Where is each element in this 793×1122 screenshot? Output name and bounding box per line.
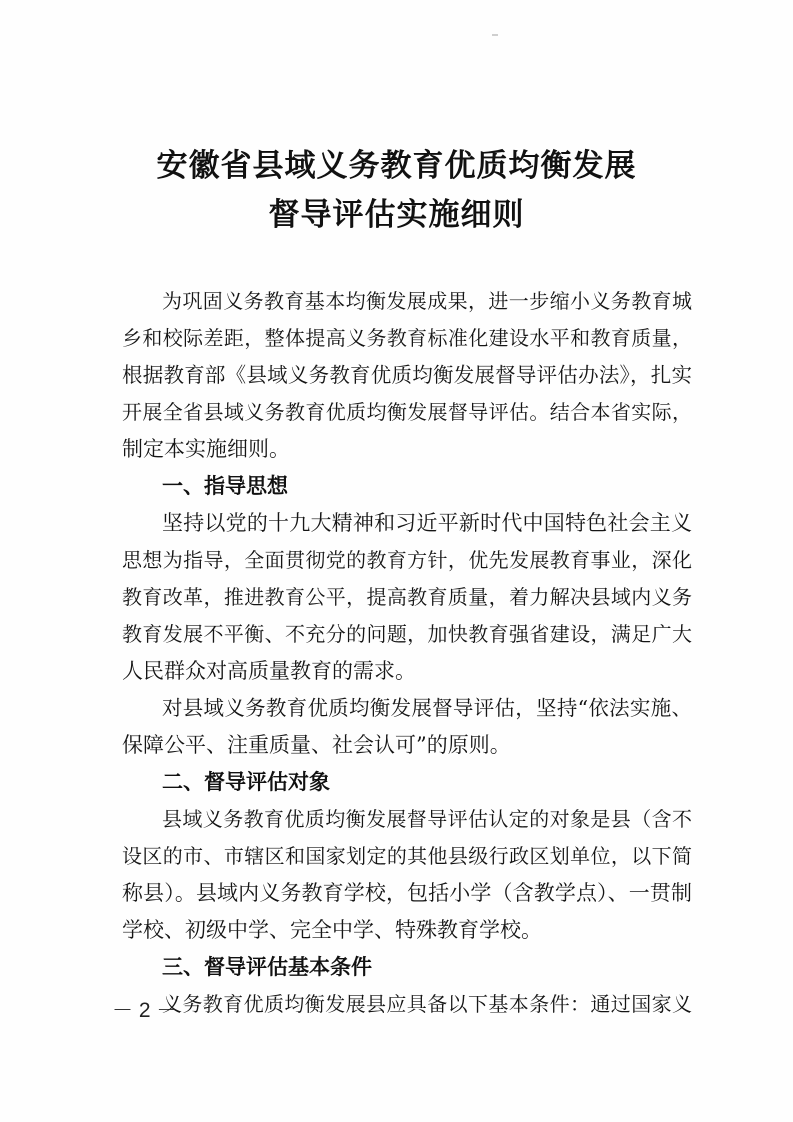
body-line: 设区的市、市辖区和国家划定的其他县级行政区划单位，以下简 (122, 844, 692, 868)
section-heading: 三、督导评估基本条件 (162, 955, 372, 979)
body-line: 学校、初级中学、完全中学、特殊教育学校。 (122, 918, 542, 942)
section-heading: 一、指导思想 (162, 474, 288, 498)
body-line: 思想为指导，全面贯彻党的教育方针，优先发展教育事业，深化 (122, 548, 692, 572)
body-line: 保障公平、注重质量、社会认可”的原则。 (122, 733, 511, 757)
body-line: 乡和校际差距，整体提高义务教育标准化建设水平和教育质量， (122, 326, 692, 350)
body-line: 对县域义务教育优质均衡发展督导评估，坚持“依法实施、 (162, 696, 692, 720)
section-heading: 二、督导评估对象 (162, 770, 330, 794)
document-title-line-1: 安徽省县域义务教育优质均衡发展 (156, 148, 637, 184)
body-line: 称县）。县域内义务教育学校，包括小学（含教学点）、一贯制 (122, 881, 692, 905)
body-line: 为巩固义务教育基本均衡发展成果，进一步缩小义务教育城 (162, 289, 692, 313)
body-line: 县域义务教育优质均衡发展督导评估认定的对象是县（含不 (162, 807, 692, 831)
document-title-line-2: 督导评估实施细则 (268, 197, 525, 233)
scan-speck (492, 34, 498, 36)
body-line: 坚持以党的十九大精神和习近平新时代中国特色社会主义 (162, 511, 692, 535)
body-line: 开展全省县域义务教育优质均衡发展督导评估。结合本省实际， (122, 400, 692, 424)
page-number: － 2 － (112, 999, 178, 1022)
body-line: 人民群众对高质量教育的需求。 (122, 659, 416, 683)
body-line: 教育发展不平衡、不充分的问题，加快教育强省建设，满足广大 (122, 622, 692, 646)
body-line: 根据教育部《县域义务教育优质均衡发展督导评估办法》，扎实 (122, 363, 692, 387)
body-line: 教育改革，推进教育公平，提高教育质量，着力解决县域内义务 (122, 585, 692, 609)
body-line: 义务教育优质均衡发展县应具备以下基本条件：通过国家义 (162, 992, 692, 1016)
body-line: 制定本实施细则。 (122, 437, 290, 461)
